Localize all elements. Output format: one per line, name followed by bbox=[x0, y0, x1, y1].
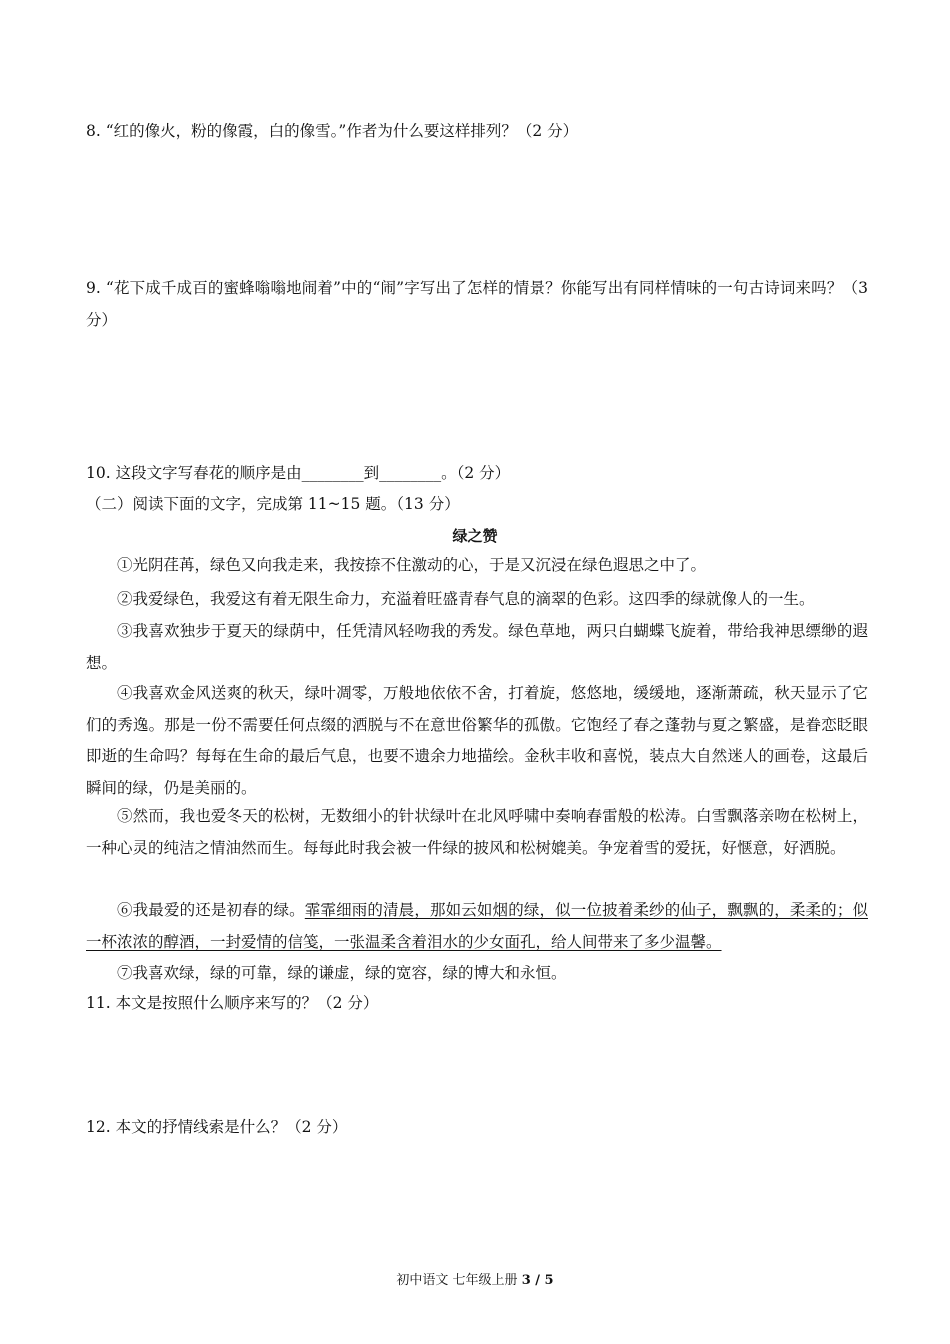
section-heading: （二）阅读下面的文字，完成第 11~15 题。（13 分） bbox=[86, 495, 460, 513]
paragraph-2: ②我爱绿色，我爱这有着无限生命力，充溢着旺盛青春气息的滴翠的色彩。这四季的绿就像人的一生。 bbox=[117, 590, 815, 608]
question-10: 10. 这段文字写春花的顺序是由________到________。（2 分） bbox=[86, 464, 511, 482]
paragraph-5: ⑤然而，我也爱冬天的松树，无数细小的针状绿叶在北风呼啸中奏响春雷般的松涛。白雪飘落亲吻在松树上，一种心灵的纯洁之情油然而生。每每此时我会被一件绿的披风和松树媲美。争宠着雪的爱抚，好惬意，好洒脱。 bbox=[86, 807, 868, 857]
page-number: 3 / 5 bbox=[521, 1273, 554, 1288]
page-footer bbox=[0, 1272, 950, 1290]
footer-text: 初中语文 七年级上册 bbox=[396, 1273, 522, 1288]
question-9: 9. “花下成千成百的蜜蜂嗡嗡地闹着”中的“闹”字写出了怎样的情景？你能写出有同样情味的一句古诗词来吗？（3 分） bbox=[86, 279, 868, 329]
paragraph-6-underlined: 霏霏细雨的清晨，那如云如烟的绿，似一位披着柔纱的仙子，飘飘的，柔柔的；似一杯浓浓的醇酒，一封爱情的信笺，一张温柔含着泪水的少女面孔，给人间带来了多少温馨。 bbox=[86, 901, 868, 951]
paragraph-1: ①光阴荏苒，绿色又向我走来，我按捺不住激动的心，于是又沉浸在绿色遐思之中了。 bbox=[117, 556, 707, 574]
paragraph-6-lead: ⑥我最爱的还是初春的绿。 bbox=[117, 901, 305, 919]
paragraph-6 bbox=[86, 895, 868, 958]
question-11: 11. 本文是按照什么顺序来写的？（2 分） bbox=[86, 994, 379, 1012]
passage-title: 绿之赞 bbox=[452, 527, 498, 545]
question-8: 8. “红的像火，粉的像霞，白的像雪。”作者为什么要这样排列？（2 分） bbox=[86, 122, 579, 140]
question-12: 12. 本文的抒情线索是什么？（2 分） bbox=[86, 1118, 348, 1136]
paragraph-3: ③我喜欢独步于夏天的绿荫中，任凭清风轻吻我的秀发。绿色草地，两只白蝴蝶飞旋着，带给我神思缥缈的遐想。 bbox=[86, 622, 868, 672]
paragraph-4: ④我喜欢金风送爽的秋天，绿叶凋零，万般地依依不舍，打着旋，悠悠地，缓缓地，逐渐萧疏，秋天显示了它们的秀逸。那是一份不需要任何点缀的洒脱与不在意世俗繁华的孤傲。它饱经了春之蓬勃与夏之繁盛，是眷恋眨眼即逝的生命吗？每每在生命的最后气息，也要不遗余力地描绘。金秋丰收和喜悦，装点大自然迷人的画卷，这最后瞬间的绿，仍是美丽的。 bbox=[86, 684, 868, 797]
paragraph-7: ⑦我喜欢绿，绿的可靠，绿的谦虚，绿的宽容，绿的博大和永恒。 bbox=[117, 964, 567, 982]
